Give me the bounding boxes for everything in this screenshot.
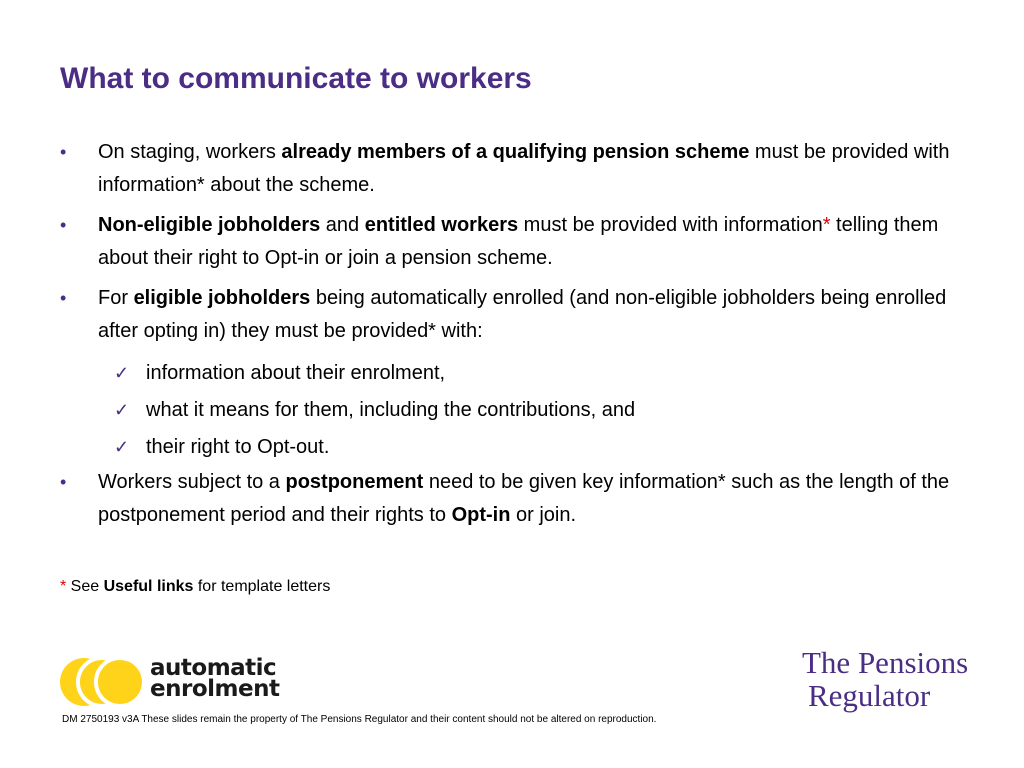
checklist-text: their right to Opt-out.	[146, 436, 330, 458]
checklist-item	[60, 355, 960, 392]
bullet-text-run: On staging, workers	[98, 141, 282, 163]
tpr-line1: The Pensions	[802, 645, 969, 680]
bullet-text-run: For	[98, 287, 134, 309]
ae-line1: automatic	[150, 655, 277, 681]
bullet-item	[60, 466, 960, 532]
checkmark-icon: ✓	[114, 400, 130, 420]
bullet-dot-icon: •	[60, 288, 67, 308]
checklist-item	[60, 392, 960, 429]
bullet-list	[60, 136, 960, 539]
bullet-text-bold: eligible jobholders	[133, 287, 311, 309]
footer-disclaimer: DM 2750193 v3A These slides remain the property of The Pensions Regulator and their content should not be altered on reproduction.	[62, 714, 657, 725]
bullet-item	[60, 136, 960, 202]
bullet-text-bold: already members of a qualifying pension scheme	[281, 141, 750, 163]
footnote-rest: for template letters	[193, 578, 331, 595]
bullet-text-run: must be provided with information* about the scheme.	[98, 141, 950, 196]
automatic-enrolment-logo-icon	[58, 656, 148, 708]
bullet-text-run: must be provided with information	[518, 214, 823, 236]
page-title: What to communicate to workers	[60, 62, 532, 95]
useful-links-text: Useful links	[103, 578, 194, 595]
bullet-text-run: and	[320, 214, 365, 236]
bullet-text-run: Workers subject to a	[98, 471, 286, 493]
bullet-dot-icon: •	[60, 142, 67, 162]
bullet-dot-icon: •	[60, 215, 67, 235]
bullet-text	[98, 466, 960, 532]
bullet-text-run: being automatically enrolled (and non-eligible jobholders being enrolled after opting in) they must be provided* with:	[98, 287, 947, 342]
checkmark-icon: ✓	[114, 437, 130, 457]
checklist	[60, 355, 960, 466]
footnote	[60, 578, 330, 596]
pensions-regulator-logo	[802, 646, 968, 712]
bullet-text-bold: Non-eligible jobholders	[98, 214, 321, 236]
bullet-text-run: or join.	[510, 504, 577, 526]
bullet-text	[98, 136, 960, 202]
bullet-text-bold: Opt-in	[451, 504, 511, 526]
bullet-text-bold: postponement	[285, 471, 424, 493]
bullet-dot-icon: •	[60, 472, 67, 492]
footnote-see: See	[66, 578, 104, 595]
tpr-line2: Regulator	[808, 678, 931, 713]
bullet-item	[60, 209, 960, 275]
checklist-text: information about their enrolment,	[146, 362, 446, 384]
bullet-item	[60, 282, 960, 348]
bullet-text-run: *	[822, 214, 831, 236]
footnote-asterisk: *	[60, 578, 67, 595]
bullet-text-run: telling them about their right to Opt-in or join a pension scheme.	[98, 214, 939, 269]
automatic-enrolment-wordmark	[150, 655, 280, 702]
bullet-text-bold: entitled workers	[364, 214, 519, 236]
checklist-text: what it means for them, including the contributions, and	[146, 399, 636, 421]
checkmark-icon: ✓	[114, 363, 130, 383]
ae-line2: enrolment	[150, 676, 280, 702]
checklist-item	[60, 429, 960, 466]
bullet-text-run: need to be given key information* such as the length of the postponement period and their rights to	[98, 471, 950, 526]
bullet-text	[98, 282, 960, 348]
bullet-text	[98, 209, 960, 275]
